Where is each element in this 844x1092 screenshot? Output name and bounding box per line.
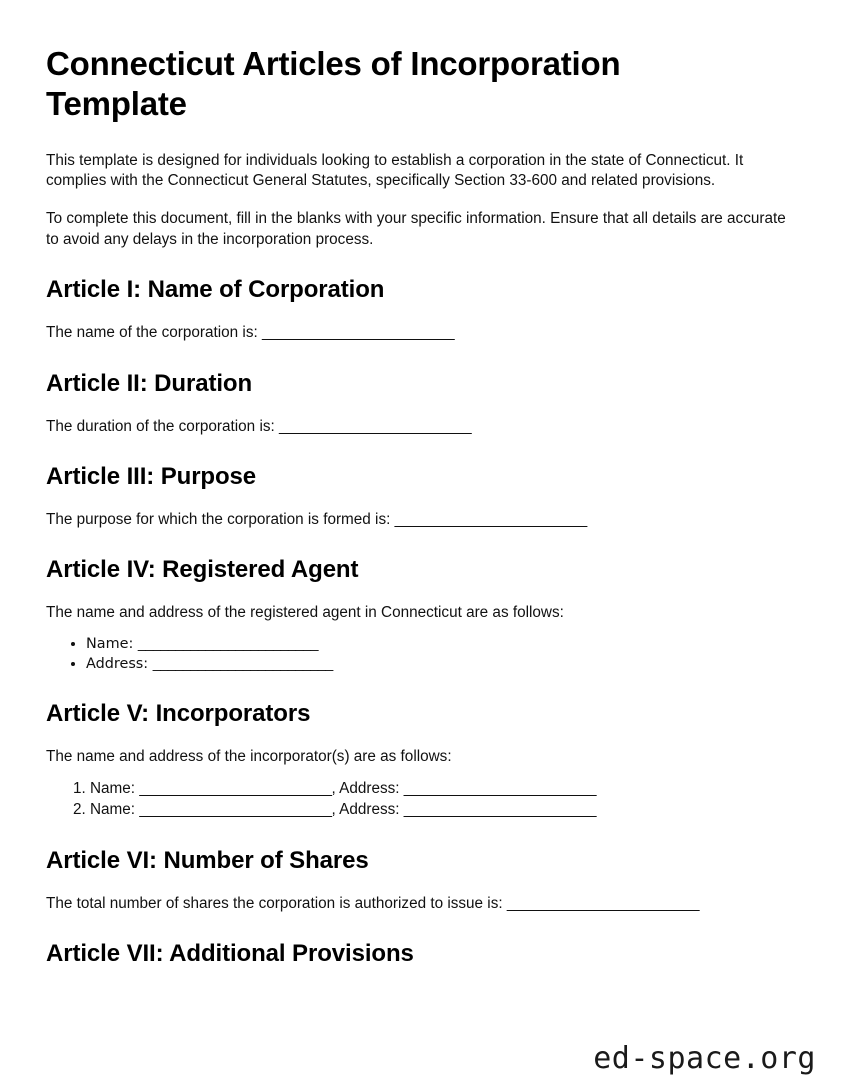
article-iii-blank[interactable]: ________________________ <box>394 510 587 528</box>
incorporator-2-address-label: Address: <box>339 801 404 819</box>
incorporator-2-separator: , <box>331 801 340 819</box>
intro-paragraph-1: This template is designed for individuals looking to establish a corporation in the state of Connecticut. It complies with the Connecticut General Statutes, specifically Section 33-600 and related provisions. <box>46 151 744 189</box>
registered-agent-address-blank[interactable]: ________________________ <box>152 656 333 673</box>
article-vi-body <box>46 894 796 914</box>
incorporator-1-name-label: Name: <box>90 779 140 797</box>
heading-article-iii: Article III: Purpose <box>46 463 257 490</box>
registered-agent-address-label: Address: <box>86 656 153 673</box>
heading-article-ii: Article II: Duration <box>46 369 253 397</box>
article-ii-body-text: The duration of the corporation is: <box>46 417 279 435</box>
article-i-body <box>46 323 796 343</box>
incorporator-1-name-blank[interactable]: ________________________ <box>139 779 332 797</box>
incorporator-2-address-blank[interactable]: ________________________ <box>403 801 596 819</box>
watermark: ed-space.org <box>593 1041 816 1076</box>
article-v-body: The name and address of the incorporator(s) are as follows: <box>46 748 452 766</box>
page-title: Connecticut Articles of Incorporation Template <box>46 45 621 123</box>
article-iii-body-text: The purpose for which the corporation is formed is: <box>46 510 395 528</box>
registered-agent-name-label: Name: <box>86 635 138 652</box>
article-iv-body: The name and address of the registered agent in Connecticut are as follows: <box>46 604 564 622</box>
incorporator-2-name-label: Name: <box>90 801 140 819</box>
heading-article-i: Article I: Name of Corporation <box>46 276 385 304</box>
incorporator-1-separator: , <box>331 779 340 797</box>
list-item <box>90 778 796 800</box>
list-item <box>86 654 796 674</box>
incorporator-1-address-blank[interactable]: ________________________ <box>403 779 596 797</box>
article-ii-body <box>46 417 796 437</box>
heading-article-iv: Article IV: Registered Agent <box>46 556 359 584</box>
incorporator-1-address-label: Address: <box>339 779 404 797</box>
article-i-blank[interactable]: ________________________ <box>261 324 455 342</box>
heading-article-vi: Article VI: Number of Shares <box>46 847 369 875</box>
intro-paragraph-2: To complete this document, fill in the blanks with your specific information. Ensure that all details are accurate to avoid any delays in the incorporation process. <box>46 210 786 248</box>
article-vi-blank[interactable]: ________________________ <box>506 894 700 912</box>
registered-agent-name-blank[interactable]: ________________________ <box>137 635 318 652</box>
registered-agent-list <box>46 634 796 675</box>
incorporator-2-name-blank[interactable]: ________________________ <box>139 801 332 819</box>
heading-article-v: Article V: Incorporators <box>46 700 311 728</box>
article-iii-body <box>46 510 796 530</box>
article-i-body-text: The name of the corporation is: <box>46 324 262 342</box>
list-item <box>86 634 796 654</box>
list-item <box>90 799 796 821</box>
heading-article-vii: Article VII: Additional Provisions <box>46 940 414 968</box>
article-ii-blank[interactable]: ________________________ <box>279 417 472 435</box>
article-vi-body-text: The total number of shares the corporation is authorized to issue is: <box>46 894 507 912</box>
incorporators-list <box>46 778 796 821</box>
